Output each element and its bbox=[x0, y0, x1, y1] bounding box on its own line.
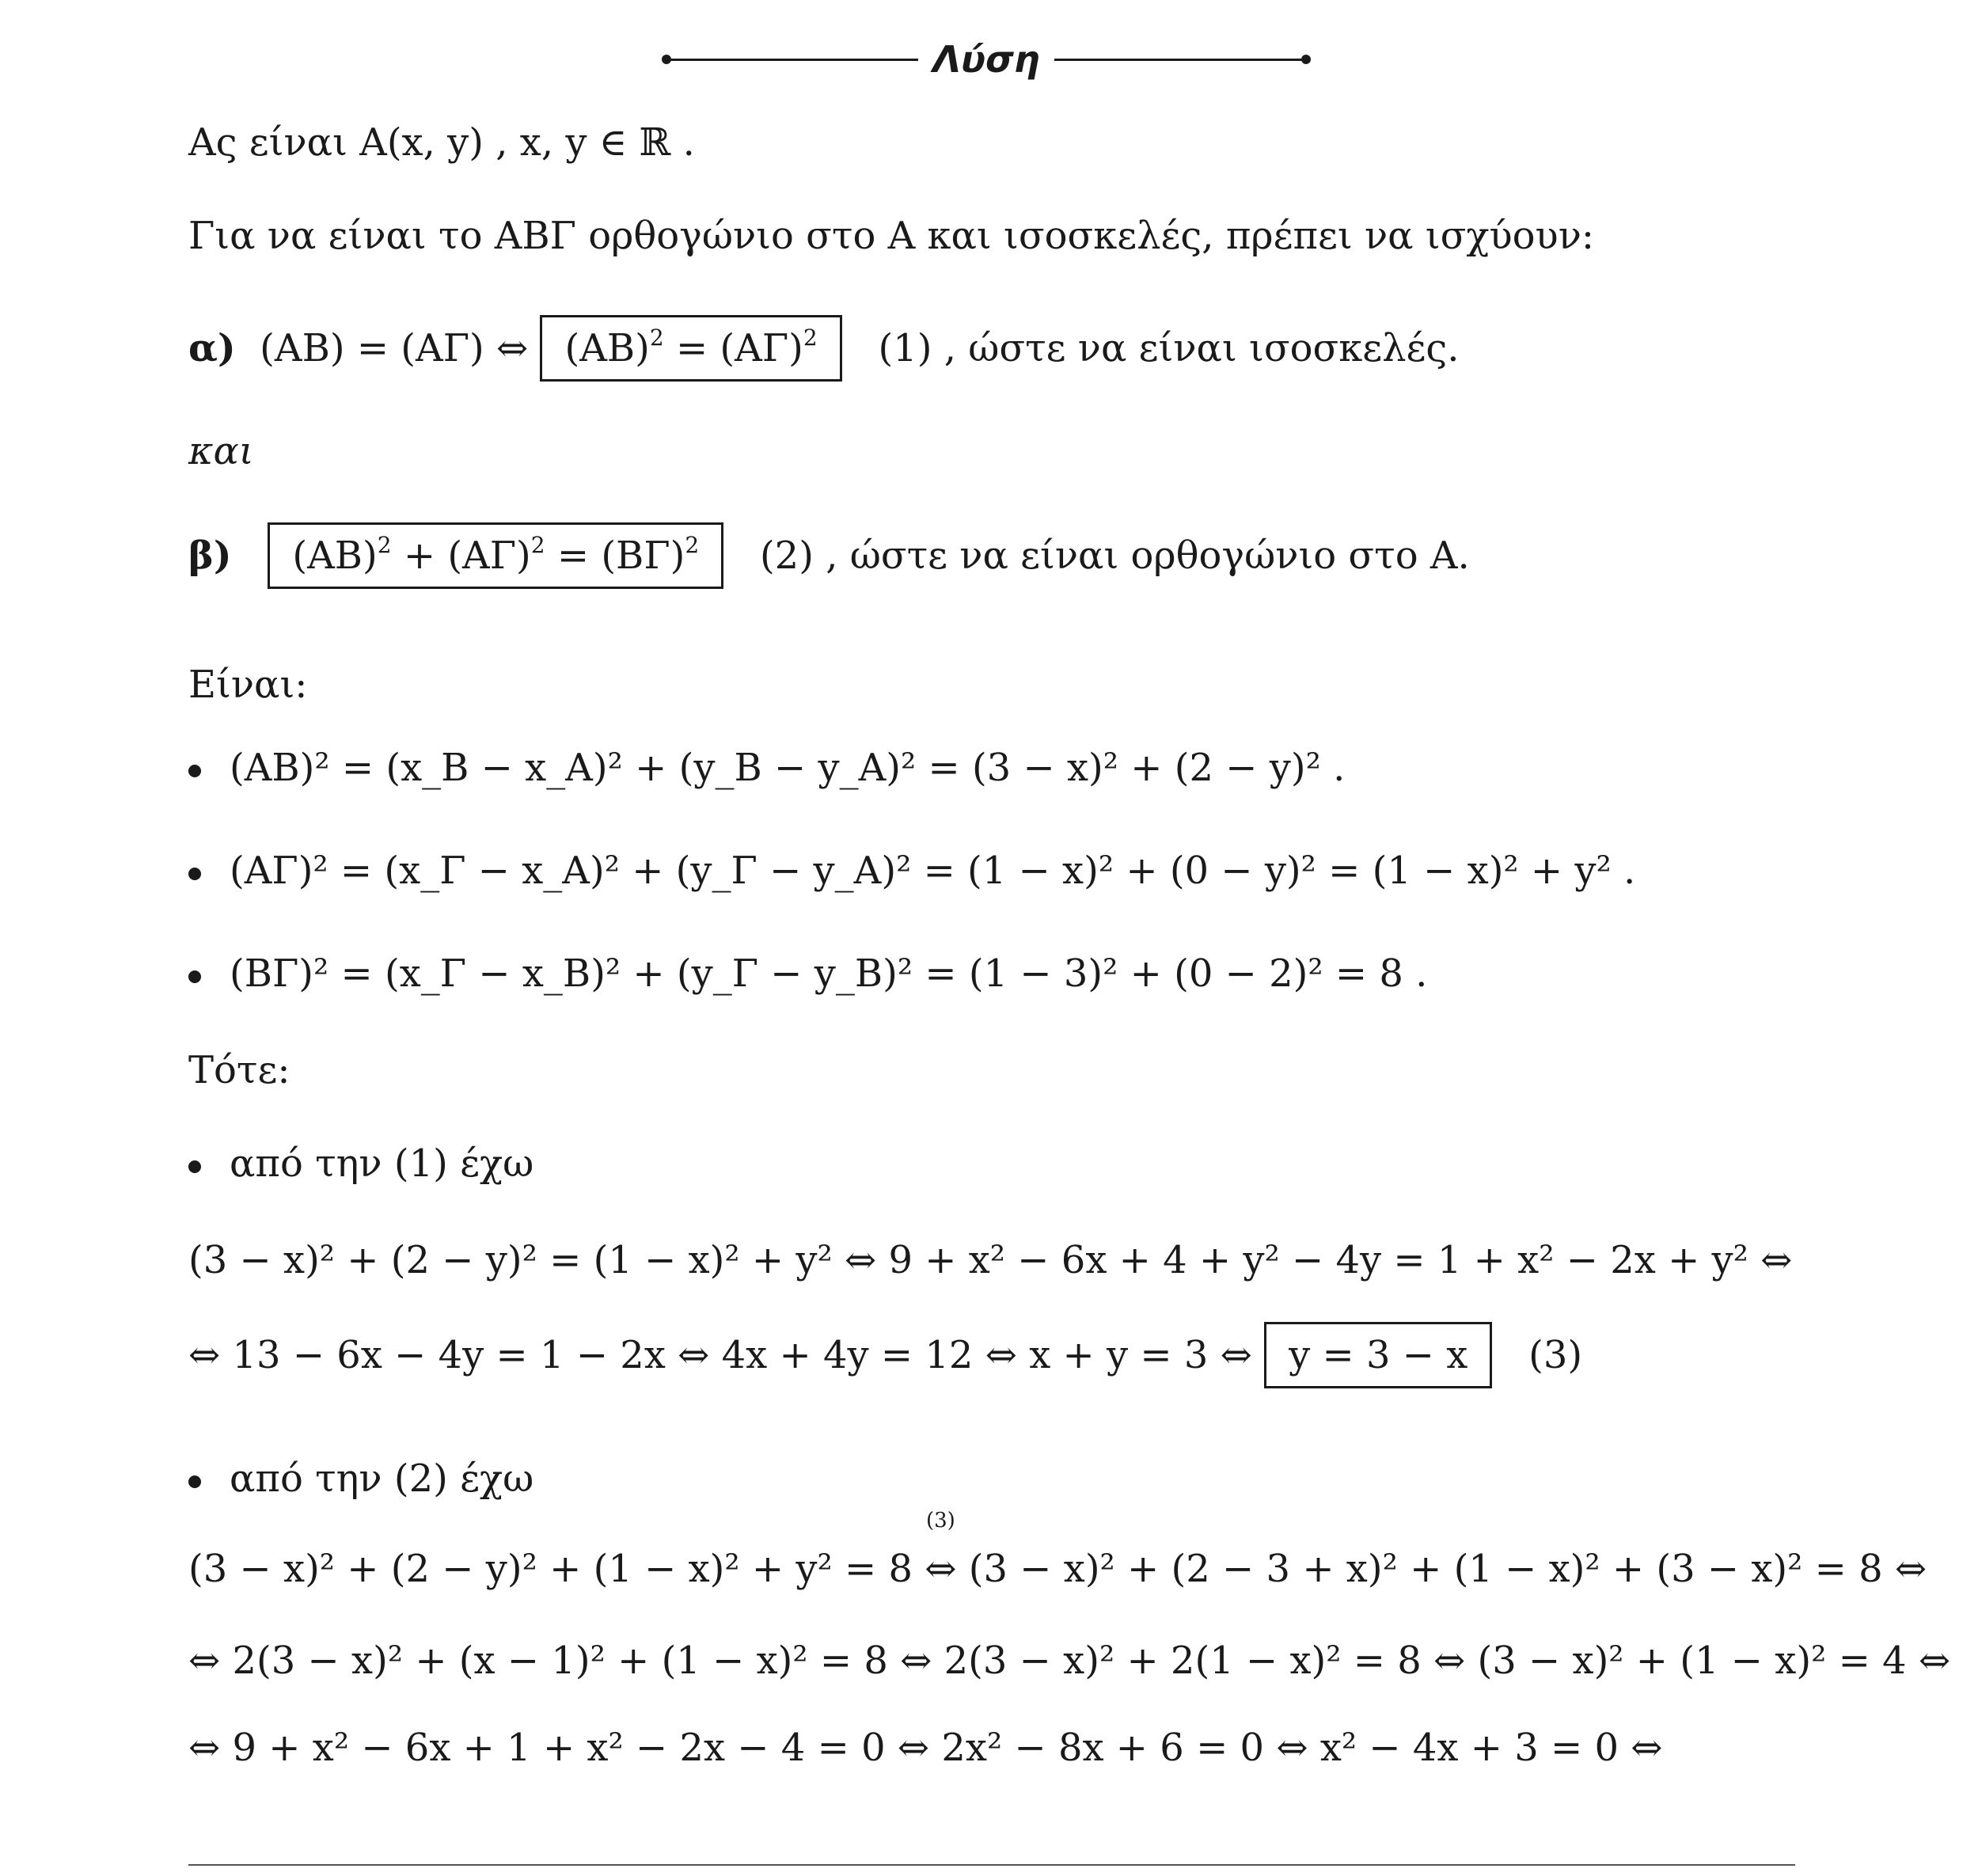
bullet-dot bbox=[188, 1160, 201, 1173]
bullet-bg bbox=[188, 950, 1427, 997]
alpha-boxed-equation: $(AB)^2 = (A\Gamma)^2$ bbox=[540, 315, 841, 382]
bullet-bg-text: (BΓ)² = (x_Γ − x_B)² + (y_Γ − y_B)² = (1 − 3)² + (0 − 2)² = 8 . bbox=[230, 951, 1428, 996]
eq2-line3: ⇔ 9 + x² − 6x + 1 + x² − 2x − 4 = 0 ⇔ 2x² − 8x + 6 = 0 ⇔ x² − 4x + 3 = 0 ⇔ bbox=[188, 1726, 1663, 1770]
beta-tail: (2) , ώστε να είναι ορθογώνιο στο Α. bbox=[759, 534, 1470, 578]
beta-boxed-equation: $(AB)^2 + (A\Gamma)^2 = (B\Gamma)^2$ bbox=[268, 522, 723, 589]
einai-line: Είναι: bbox=[188, 663, 308, 707]
eq2-arrow-mark: (3) bbox=[925, 1509, 955, 1532]
condition-beta bbox=[188, 522, 1470, 589]
solution-header bbox=[662, 32, 1311, 87]
footer-rule bbox=[188, 1864, 1795, 1866]
bullet-ag bbox=[188, 847, 1635, 894]
from1-line bbox=[188, 1140, 533, 1187]
header-right-dot bbox=[1301, 55, 1311, 64]
intro-line: Ας είναι A(x, y) , x, y ∈ ℝ . bbox=[188, 120, 695, 165]
bullet-dot bbox=[188, 765, 201, 777]
eq2-line1-lhs: (3 − x)² + (2 − y)² + (1 − x)² + y² = 8 bbox=[188, 1547, 913, 1591]
from1-text: από την (1) έχω bbox=[230, 1141, 534, 1186]
eq1-boxed-result: y = 3 − x bbox=[1264, 1322, 1492, 1388]
tote-line: Τότε: bbox=[188, 1048, 290, 1092]
bullet-dot bbox=[188, 970, 201, 983]
kai-line: και bbox=[188, 429, 254, 473]
eq2-line1-rhs: (3 − x)² + (2 − 3 + x)² + (1 − x)² + (3 − x)² = 8 ⇔ bbox=[968, 1547, 1927, 1591]
beta-label: β) bbox=[188, 534, 232, 578]
bullet-ab bbox=[188, 744, 1345, 792]
eq2-line1 bbox=[188, 1509, 1927, 1593]
bullet-ab-text: (AB)² = (x_B − x_A)² + (y_B − y_A)² = (3 − x)² + (2 − y)² . bbox=[230, 746, 1346, 790]
eq2-marked-arrow: (3) ⇔ bbox=[925, 1509, 957, 1591]
eq1-line1: (3 − x)² + (2 − y)² = (1 − x)² + y² ⇔ 9 + x² − 6x + 4 + y² − 4y = 1 + x² − 2x + y² ⇔ bbox=[188, 1238, 1793, 1282]
bullet-ag-text: (AΓ)² = (x_Γ − x_A)² + (y_Γ − y_A)² = (1 − x)² + (0 − y)² = (1 − x)² + y² . bbox=[230, 849, 1636, 893]
header-right-rule bbox=[1054, 59, 1308, 61]
eq2-line2: ⇔ 2(3 − x)² + (x − 1)² + (1 − x)² = 8 ⇔ 2(3 − x)² + 2(1 − x)² = 8 ⇔ (3 − x)² + (1 − x)² = 4 ⇔ bbox=[188, 1639, 1951, 1683]
alpha-lhs: (AB) = (AΓ) ⇔ bbox=[260, 326, 529, 370]
alpha-label: α) bbox=[188, 326, 236, 370]
eq1-line2-text: ⇔ 13 − 6x − 4y = 1 − 2x ⇔ 4x + 4y = 12 ⇔ x + y = 3 ⇔ bbox=[188, 1333, 1252, 1377]
bullet-dot bbox=[188, 868, 201, 880]
from2-text: από την (2) έχω bbox=[230, 1456, 534, 1501]
bullet-dot bbox=[188, 1475, 201, 1488]
header-title: Λύση bbox=[932, 38, 1040, 81]
condition-alpha bbox=[188, 315, 1460, 382]
alpha-tail: (1) , ώστε να είναι ισοσκελές. bbox=[878, 326, 1460, 370]
eq1-tag: (3) bbox=[1528, 1333, 1583, 1377]
eq1-line2 bbox=[188, 1322, 1582, 1388]
header-left-rule bbox=[665, 59, 918, 61]
from2-line bbox=[188, 1455, 533, 1502]
conditions-line: Για να είναι το ΑΒΓ ορθογώνιο στο Α και ισοσκελές, πρέπει να ισχύουν: bbox=[188, 214, 1595, 258]
